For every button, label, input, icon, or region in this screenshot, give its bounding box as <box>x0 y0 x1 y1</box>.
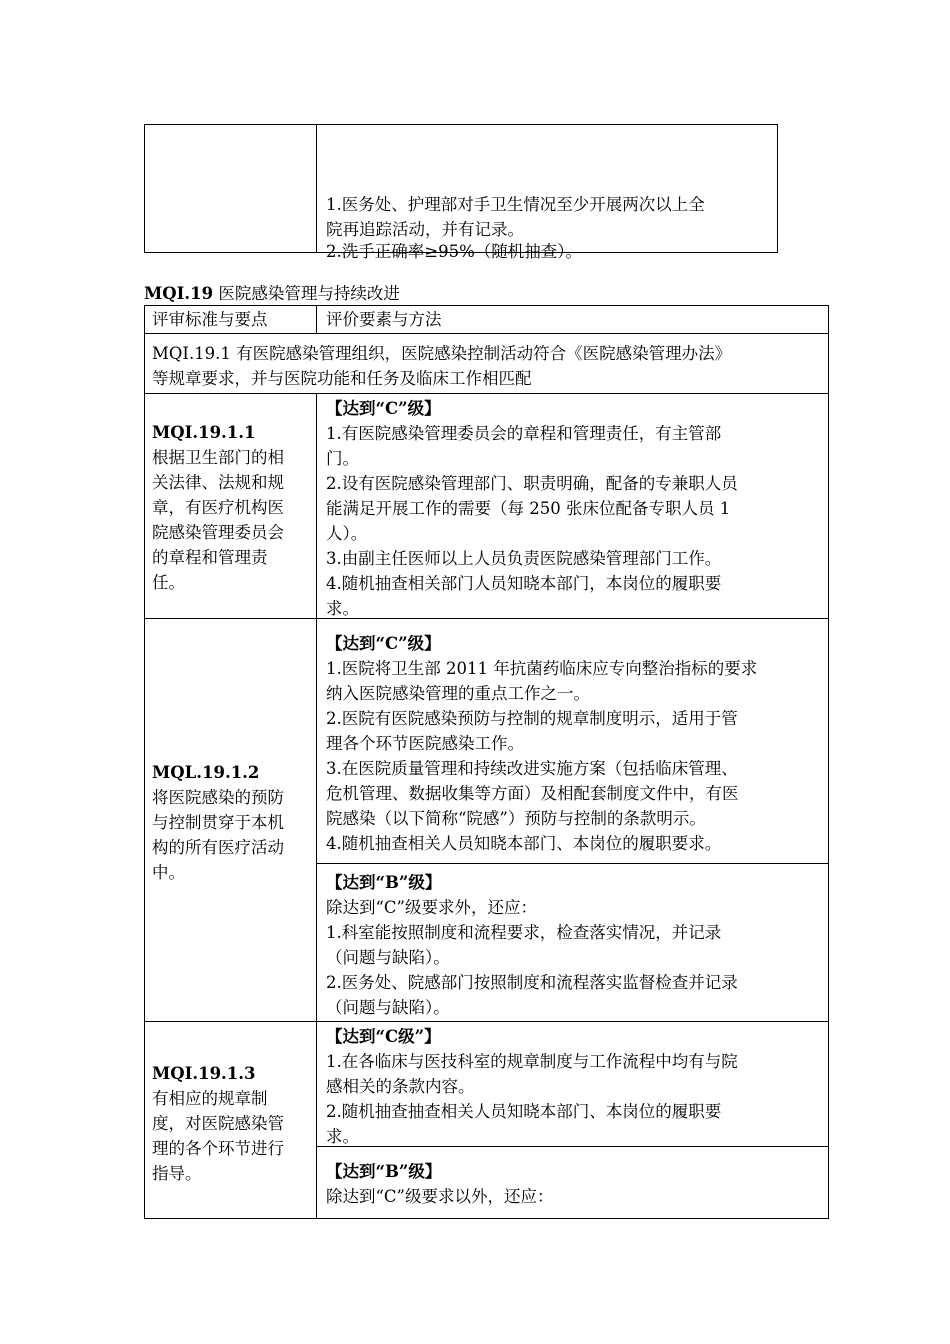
text-line: 理的各个环节进行 <box>152 1139 284 1158</box>
text-line: 关法律、法规和规 <box>152 473 284 492</box>
grade-heading: 【达到“C”级】 <box>326 634 441 653</box>
row-3-c-level-block <box>326 1024 738 1149</box>
row-2-b-level-block <box>326 870 738 1020</box>
text-line: 感相关的条款内容。 <box>326 1077 475 1096</box>
row-2-c-level-block <box>326 631 757 856</box>
text-line: （问题与缺陷）。 <box>326 998 450 1017</box>
grade-heading: 【达到“C级”】 <box>326 1027 441 1046</box>
text-line: 理各个环节医院感染工作。 <box>326 734 524 753</box>
text-line: 危机管理、数据收集等方面）及相配套制度文件中，有医 <box>326 784 739 803</box>
section-title-text: 医院感染管理与持续改进 <box>218 284 400 303</box>
text-line: 任。 <box>152 573 185 592</box>
text-line: 求。 <box>326 599 359 618</box>
grade-heading: 【达到“B”级】 <box>326 1162 442 1181</box>
text-line: 指导。 <box>152 1164 202 1183</box>
text-line: 院再追踪活动，并有记录。 <box>326 220 524 239</box>
text-line: 能满足开展工作的需要（每 250 张床位配备专职人员 1 <box>326 499 731 518</box>
text-line: 纳入医院感染管理的重点工作之一。 <box>326 684 590 703</box>
text-line: 4.随机抽查相关人员知晓本部门、本岗位的履职要求。 <box>326 834 722 853</box>
text-line: 2.随机抽查抽查相关人员知晓本部门、本岗位的履职要 <box>326 1102 722 1121</box>
text-line: 除达到“C”级要求以外，还应： <box>326 1187 554 1206</box>
text-line: 2.洗手正确率≥95%（随机抽查）。 <box>326 242 582 261</box>
text-line: （问题与缺陷）。 <box>326 948 450 967</box>
text-line: 除达到“C”级要求外，还应： <box>326 898 537 917</box>
row-2-left-cell <box>152 760 284 885</box>
item-code: MQI.19.1.3 <box>152 1064 256 1083</box>
text-line: 院感染管理委员会 <box>152 523 284 542</box>
item-code: MQL.19.1.2 <box>152 763 260 782</box>
text-line: 构的所有医疗活动 <box>152 838 284 857</box>
text-line: 2.医院有医院感染预防与控制的规章制度明示，适用于管 <box>326 709 738 728</box>
text-line: 与控制贯穿于本机 <box>152 813 284 832</box>
standard-row-text <box>152 341 731 391</box>
row-1-c-level-block <box>326 396 738 621</box>
text-line: 1.医务处、护理部对手卫生情况至少开展两次以上全 <box>326 195 705 214</box>
text-line: 1.有医院感染管理委员会的章程和管理责任，有主管部 <box>326 424 722 443</box>
text-line: 求。 <box>326 1127 359 1146</box>
column-header-standard: 评审标准与要点 <box>152 310 268 329</box>
top-table-cell-text <box>326 192 705 264</box>
text-line: MQI.19.1 有医院感染管理组织，医院感染控制活动符合《医院感染管理办法》 <box>152 344 732 363</box>
row-1-left-cell <box>152 420 284 595</box>
text-line: 2.设有医院感染管理部门、职责明确，配备的专兼职人员 <box>326 474 738 493</box>
text-line: 将医院感染的预防 <box>152 788 284 807</box>
text-line: 中。 <box>152 863 185 882</box>
text-line: 3.在医院质量管理和持续改进实施方案（包括临床管理、 <box>326 759 738 778</box>
grade-heading: 【达到“C”级】 <box>326 399 441 418</box>
section-title <box>144 282 400 306</box>
text-line: 章，有医疗机构医 <box>152 498 284 517</box>
grade-heading: 【达到“B”级】 <box>326 873 442 892</box>
item-code: MQI.19.1.1 <box>152 423 256 442</box>
text-line: 1.在各临床与医技科室的规章制度与工作流程中均有与院 <box>326 1052 738 1071</box>
text-line: 3.由副主任医师以上人员负责医院感染管理部门工作。 <box>326 549 722 568</box>
text-line: 有相应的规章制 <box>152 1089 268 1108</box>
text-line: 4.随机抽查相关部门人员知晓本部门，本岗位的履职要 <box>326 574 722 593</box>
text-line: 的章程和管理责 <box>152 548 268 567</box>
text-line: 门。 <box>326 449 359 468</box>
text-line: 度，对医院感染管 <box>152 1114 284 1133</box>
text-line: 根据卫生部门的相 <box>152 448 284 467</box>
row-3-b-level-block <box>326 1159 554 1209</box>
row-3-left-cell <box>152 1061 284 1186</box>
column-header-evaluation: 评价要素与方法 <box>326 310 442 329</box>
text-line: 1.医院将卫生部 2011 年抗菌药临床应专向整治指标的要求 <box>326 659 758 678</box>
text-line: 2.医务处、院感部门按照制度和流程落实监督检查并记录 <box>326 973 738 992</box>
text-line: 院感染（以下简称“院感”）预防与控制的条款明示。 <box>326 809 706 828</box>
text-line: 人）。 <box>326 524 368 543</box>
section-code: MQI.19 <box>144 284 214 303</box>
text-line: 1.科室能按照制度和流程要求，检查落实情况，并记录 <box>326 923 722 942</box>
text-line: 等规章要求，并与医院功能和任务及临床工作相匹配 <box>152 369 532 388</box>
